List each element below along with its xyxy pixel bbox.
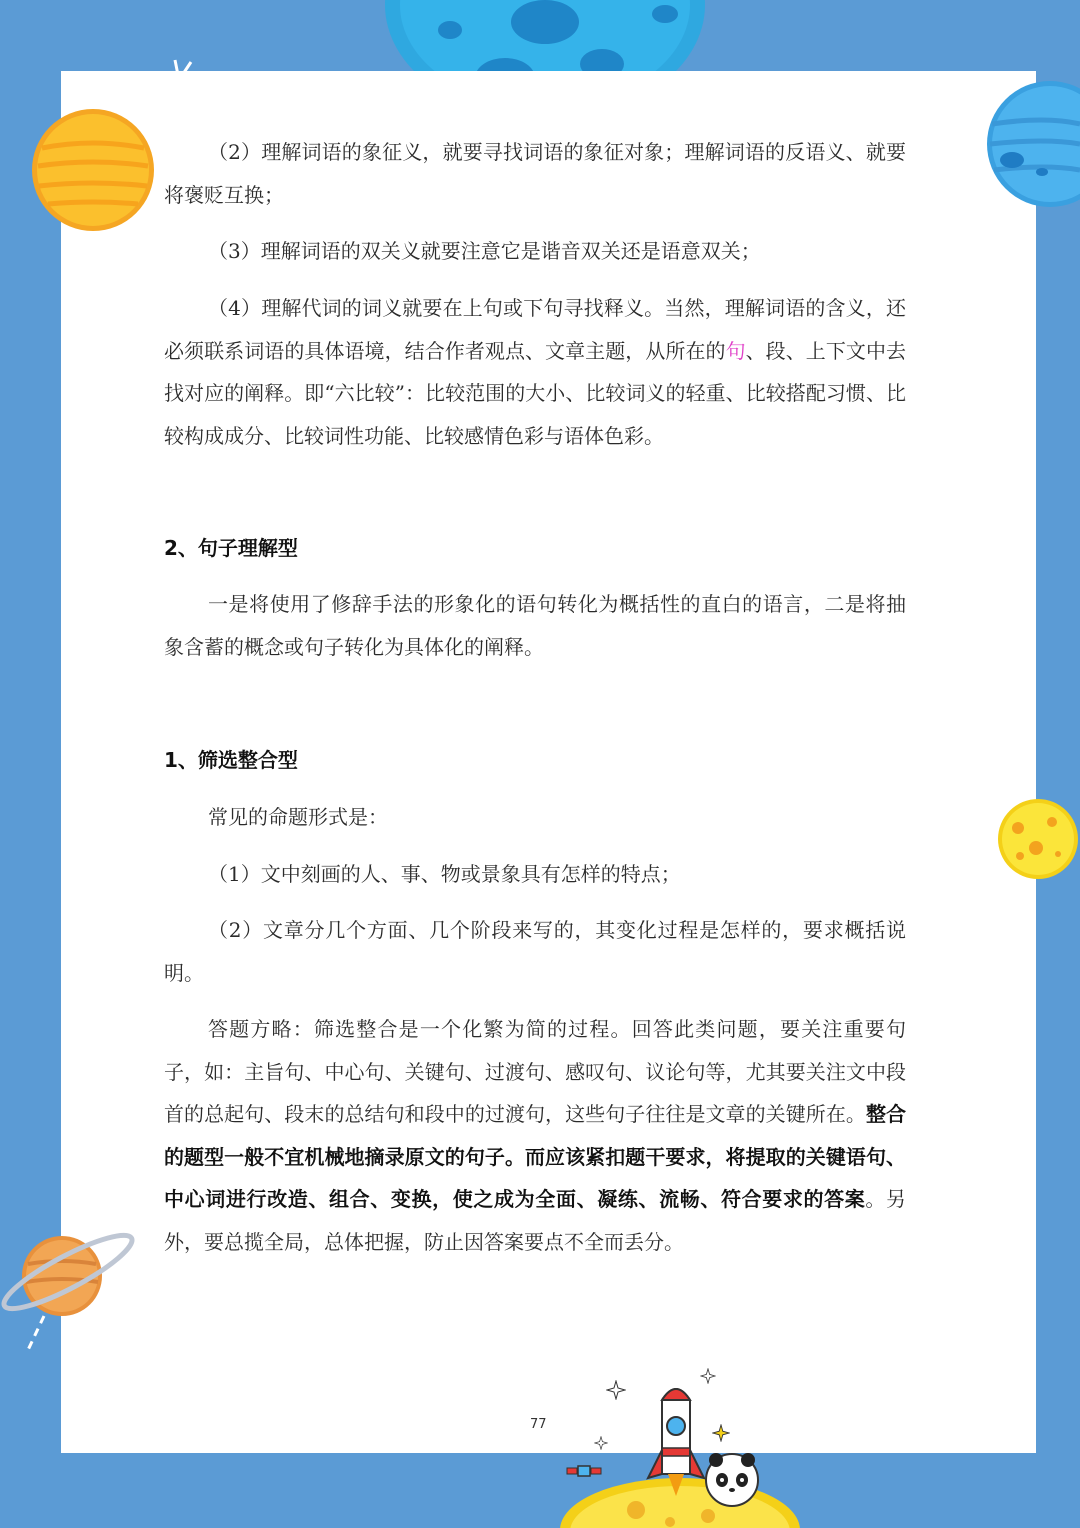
section-heading-filter-integrate: 1、筛选整合型 <box>164 748 298 772</box>
section-heading-sentence-understanding: 2、句子理解型 <box>164 536 298 560</box>
paragraph-pun-meaning: （3）理解词语的双关义就要注意它是谐音双关还是语意双关； <box>208 239 761 263</box>
bold-emphasis-text: 整合的题型一般不宜机械地摘录原文的句子。而应该紧扣题干要求，将提取的关键语句、中心词进行改造、组合、变换，使之成为全面、凝练、流畅、符合要求的答案 <box>164 1102 907 1211</box>
star-icon <box>594 1436 608 1450</box>
satellite-icon <box>566 1456 602 1486</box>
star-icon <box>165 56 195 86</box>
paragraph-text: （4）理解代词的词义就要在上句或下句寻找释义。当然，理解词语的含义，还必须联系词语的具体语境，结合作者观点、文章主题，从所在的 <box>164 296 906 363</box>
page-number: 77 <box>530 1417 547 1432</box>
ringed-planet-icon <box>0 1230 140 1360</box>
paragraph-text: 答题方略：筛选整合是一个化繁为简的过程。回答此类问题，要关注重要句子，如：主旨句、中心句、关键句、过渡句、感叹句、议论句等，尤其要关注文中段首的总起句、段末的总结句和段中的过渡句，这些句子往往是文章的关键所在。 <box>164 1017 906 1126</box>
document-page <box>61 71 1036 1453</box>
star-icon <box>606 1380 626 1400</box>
paragraph-question-forms: 常见的命题形式是： <box>208 805 388 829</box>
orange-planet-icon <box>30 108 156 232</box>
paragraph-text: 。另外，要总揽全局，总体把握，防止因答案要点不全而丢分。 <box>164 1187 907 1254</box>
star-icon <box>700 1368 716 1384</box>
paragraph-sentence-understanding: 一是将使用了修辞手法的形象化的语句转化为概括性的直白的语言，二是将抽象含蓄的概念或句子转化为具体化的阐释。 <box>164 592 906 659</box>
paragraph-answer-strategy <box>164 1008 906 1263</box>
list-item-question-2: （2）文章分几个方面、几个阶段来写的，其变化过程是怎样的，要求概括说明。 <box>164 918 906 985</box>
highlighted-word: 句 <box>725 338 746 363</box>
paragraph-text: 、段、上下文中去找对应的阐释。即“六比较”：比较范围的大小、比较词义的轻重、比较搭配习惯、比较构成成分、比较词性功能、比较感情色彩与语体色彩。 <box>164 338 907 448</box>
blue-planet-icon <box>986 80 1080 208</box>
star-icon <box>712 1424 730 1442</box>
yellow-moon-icon <box>996 798 1080 880</box>
panda-astronaut-icon <box>700 1450 764 1516</box>
list-item-question-1: （1）文中刻画的人、事、物或景象具有怎样的特点； <box>208 862 681 886</box>
paragraph-symbolic-meaning: （2）理解词语的象征义，就要寻找词语的象征对象；理解词语的反语义、就要将褒贬互换； <box>164 140 906 207</box>
paragraph-pronoun-meaning <box>164 287 906 457</box>
